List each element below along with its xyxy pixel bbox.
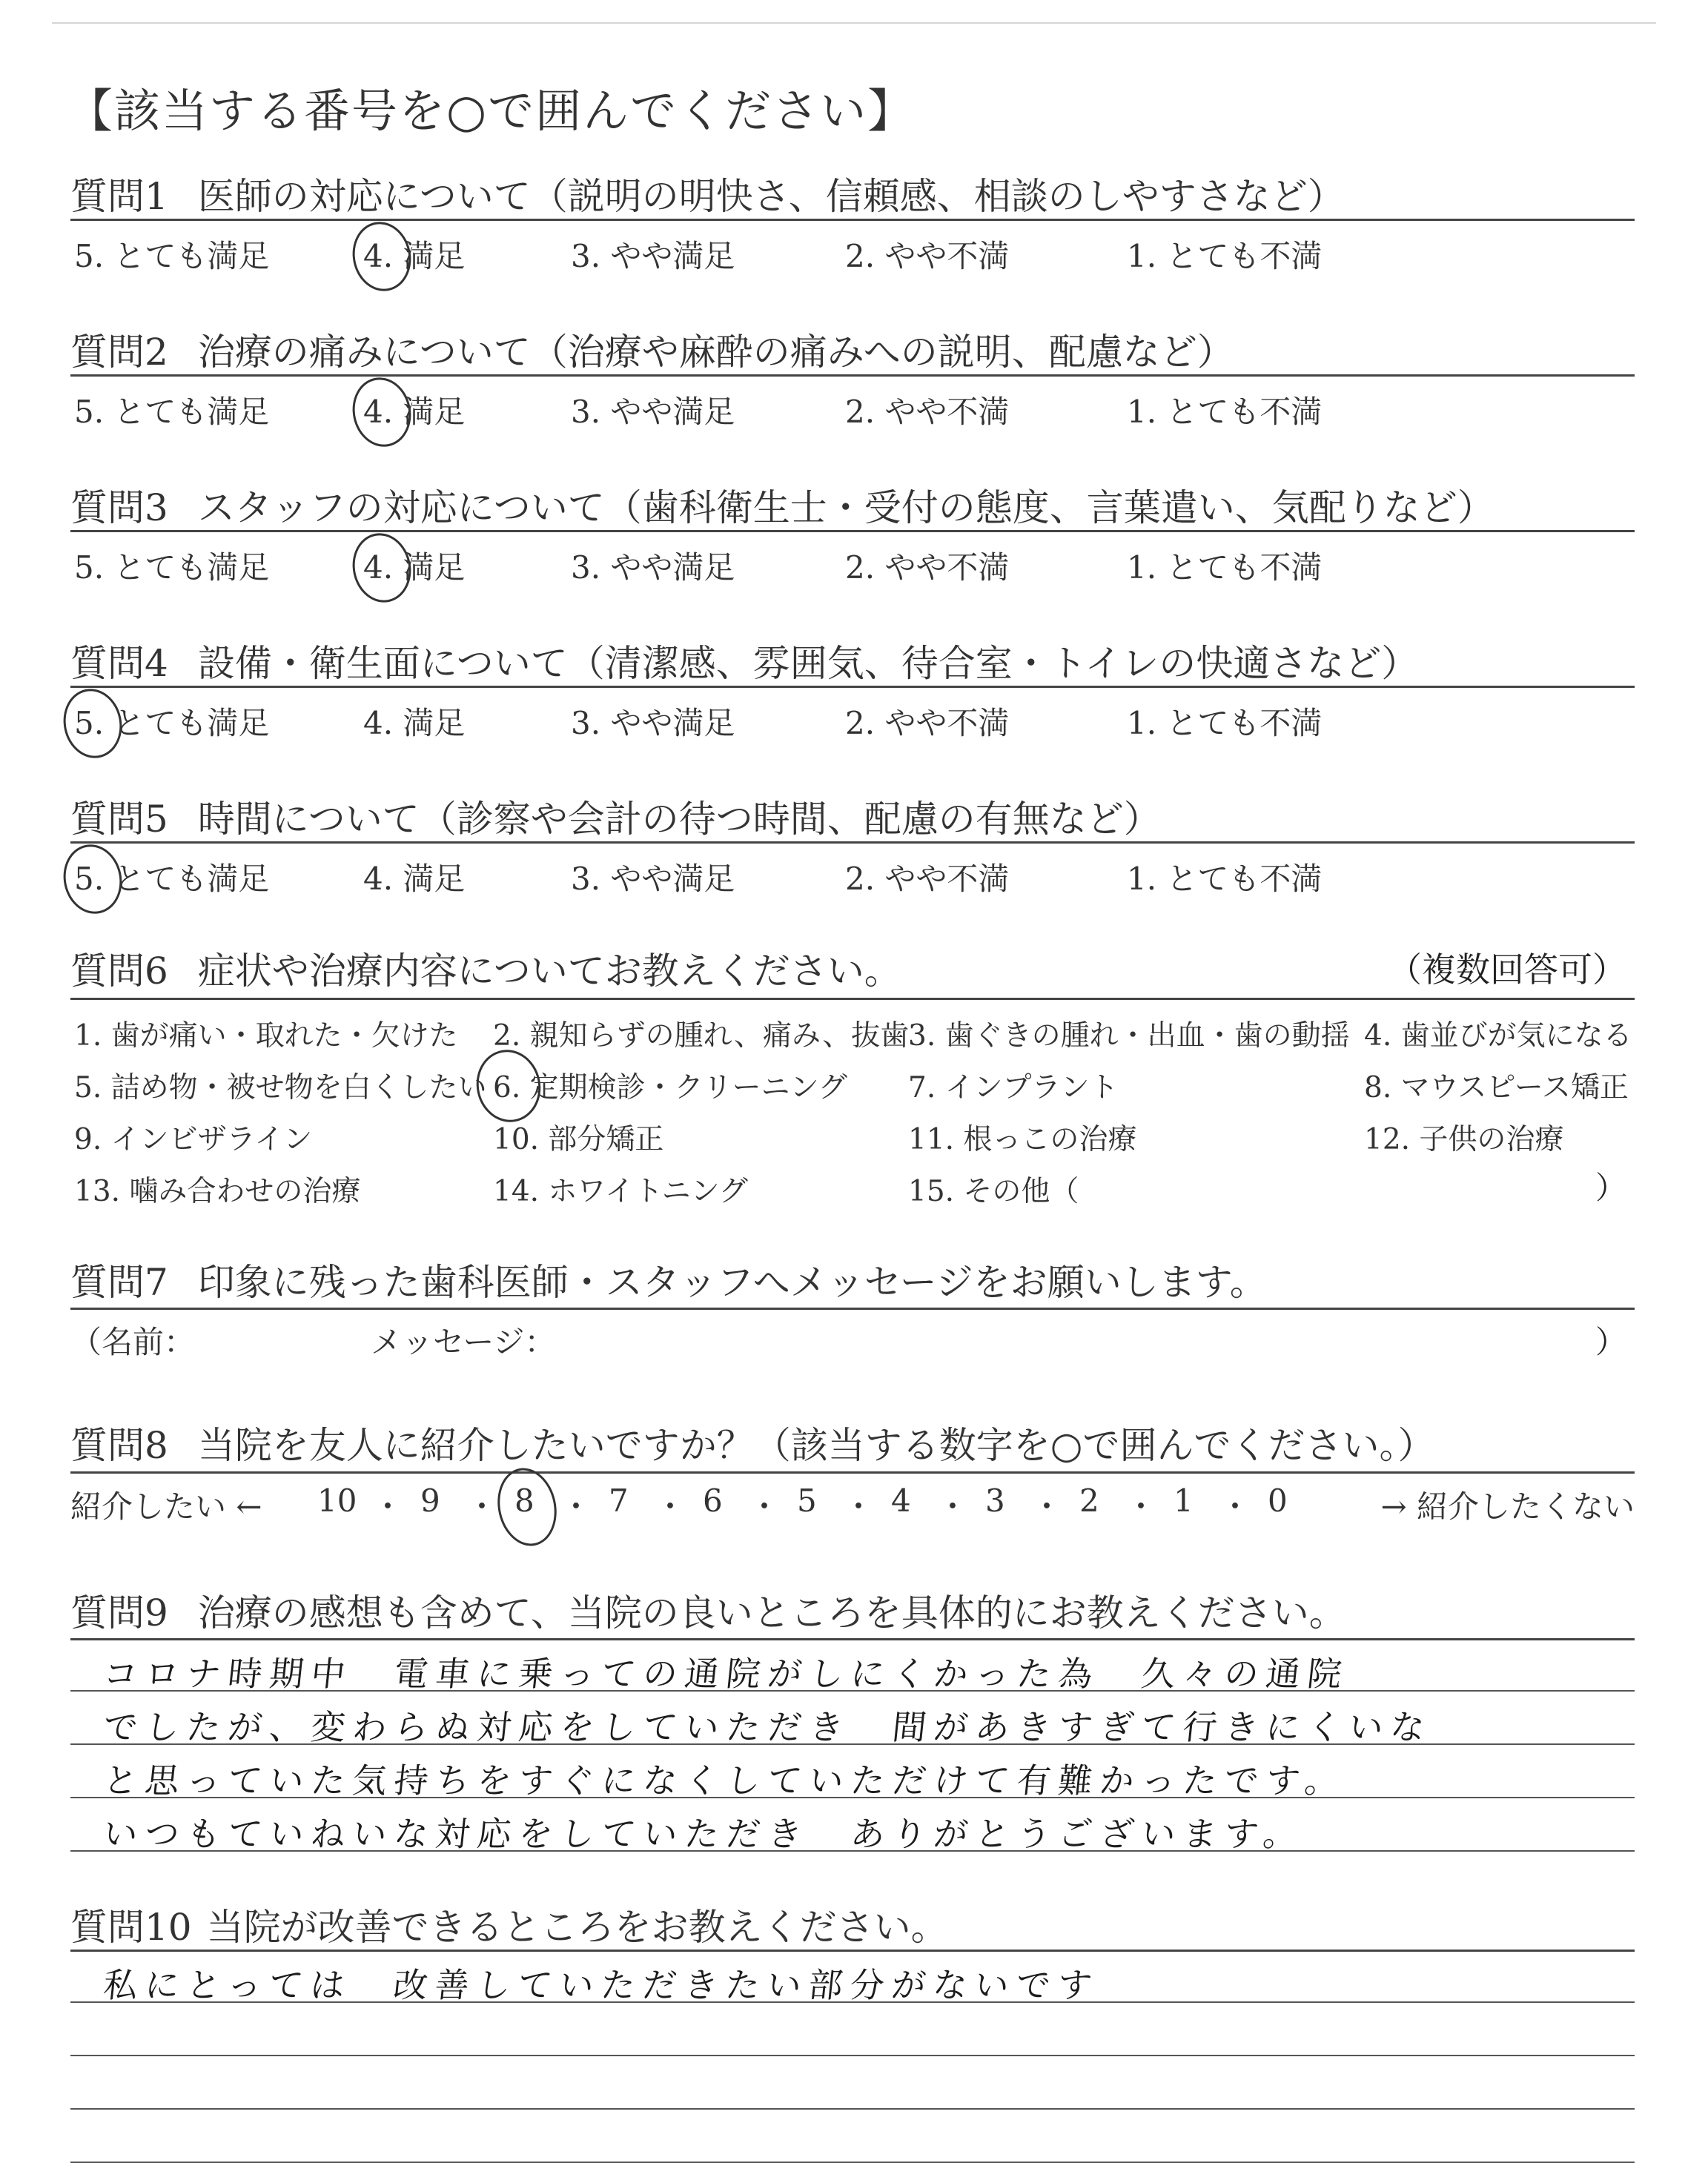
q7-fields <box>70 1318 1631 1362</box>
q5-options <box>74 855 1631 899</box>
q10-text: 当院が改善できるところをお教えください。 <box>206 1906 948 1949</box>
q4-option-1[interactable]: 1. とても不満 <box>1127 705 1323 741</box>
top-divider <box>52 22 1656 24</box>
q10-writing-line <box>70 2108 1635 2110</box>
q3-rule <box>70 530 1635 532</box>
q5-option-5[interactable]: 5. とても満足 <box>74 861 270 897</box>
q6-title <box>70 941 901 995</box>
q6-option-14[interactable]: 14. ホワイトニング <box>493 1175 748 1208</box>
q6-options-grid <box>74 1013 1638 1228</box>
q5-option-3[interactable]: 3. やや満足 <box>571 861 735 897</box>
q2-option-1[interactable]: 1. とても不満 <box>1127 394 1323 430</box>
q8-number: 質問8 <box>70 1424 168 1467</box>
q8-scale-3[interactable]: 3 <box>985 1483 1005 1519</box>
q8-selection-circle <box>491 1463 563 1551</box>
q9-number: 質問9 <box>70 1591 168 1634</box>
q8-scale-dot: ・ <box>749 1488 781 1525</box>
q8-scale-dot: ・ <box>937 1488 969 1525</box>
q4-option-3[interactable]: 3. やや満足 <box>571 705 735 741</box>
q8-scale <box>70 1483 1635 1527</box>
q10-writing-line <box>70 2055 1635 2056</box>
q6-number: 質問6 <box>70 950 168 993</box>
q6-option-7[interactable]: 7. インプラント <box>908 1071 1119 1104</box>
q5-option-1[interactable]: 1. とても不満 <box>1127 861 1323 897</box>
q1-number: 質問1 <box>70 175 168 218</box>
q10-rule <box>70 1950 1635 1952</box>
q10-answer-line: 私にとっては 改善していただきたい部分がないです <box>101 1965 1102 2005</box>
q5-rule <box>70 841 1635 844</box>
page-header: 【該当する番号を○で囲んでください】 <box>67 84 916 138</box>
q6-option-12[interactable]: 12. 子供の治療 <box>1364 1123 1564 1156</box>
q6-selection-circle <box>470 1044 547 1128</box>
q2-selection-circle <box>346 372 417 452</box>
q6-text: 症状や治療内容についてお教えください。 <box>197 950 901 993</box>
q8-rule <box>70 1471 1635 1474</box>
q8-scale-dot: ・ <box>1031 1488 1063 1525</box>
q7-close-paren: ） <box>1595 1324 1626 1360</box>
q8-scale-dot: ・ <box>1219 1488 1251 1525</box>
q1-option-3[interactable]: 3. やや満足 <box>571 238 735 274</box>
q4-option-4[interactable]: 4. 満足 <box>363 705 466 741</box>
q1-option-4[interactable]: 4. 満足 <box>363 238 466 274</box>
q4-option-5[interactable]: 5. とても満足 <box>74 705 270 741</box>
q2-text: 治療の痛みについて（治療や麻酔の痛みへの説明、配慮など） <box>197 331 1234 374</box>
q8-scale-2[interactable]: 2 <box>1079 1483 1099 1519</box>
q4-selection-circle <box>57 683 128 763</box>
q6-option-9[interactable]: 9. インビザライン <box>74 1123 313 1156</box>
q1-title <box>70 167 1345 220</box>
q4-text: 設備・衛生面について（清潔感、雰囲気、待合室・トイレの快適さなど） <box>197 642 1419 685</box>
q8-scale-0[interactable]: 0 <box>1268 1483 1288 1519</box>
q8-scale-dot: ・ <box>655 1488 686 1525</box>
q6-option-15[interactable]: 15. その他（ <box>908 1175 1079 1208</box>
q2-option-3[interactable]: 3. やや満足 <box>571 394 735 430</box>
q8-text: 当院を友人に紹介したいですか？（該当する数字を○で囲んでください。） <box>197 1424 1435 1467</box>
q6-option-13[interactable]: 13. 噛み合わせの治療 <box>74 1175 361 1208</box>
q8-scale-dot: ・ <box>372 1488 404 1525</box>
q6-rule <box>70 998 1635 1000</box>
q4-option-2[interactable]: 2. やや不満 <box>845 705 1010 741</box>
q5-title <box>70 789 1161 843</box>
q8-scale-4[interactable]: 4 <box>891 1483 911 1519</box>
q4-number: 質問4 <box>70 642 168 685</box>
q9-writing-line <box>70 1743 1635 1745</box>
q10-title <box>70 1898 948 1951</box>
q2-rule <box>70 374 1635 377</box>
q5-text: 時間について（診察や会計の待つ時間、配慮の有無など） <box>197 798 1161 841</box>
q8-scale-dot: ・ <box>560 1488 592 1525</box>
q7-rule <box>70 1308 1635 1310</box>
q9-answer-line: でしたが、変わらぬ対応をしていただき 間があきすぎて行きにくいな <box>101 1707 1434 1747</box>
q4-title <box>70 634 1418 687</box>
q9-writing-line <box>70 1690 1635 1692</box>
q6-option-1[interactable]: 1. 歯が痛い・取れた・欠けた <box>74 1019 458 1053</box>
q3-title <box>70 478 1494 531</box>
q6-option-3[interactable]: 3. 歯ぐきの腫れ・出血・歯の動揺 <box>908 1019 1350 1053</box>
q9-title <box>70 1583 1346 1637</box>
q3-option-2[interactable]: 2. やや不満 <box>845 549 1010 586</box>
q6-other-close-paren: ） <box>1595 1170 1626 1206</box>
q2-option-2[interactable]: 2. やや不満 <box>845 394 1010 430</box>
q5-number: 質問5 <box>70 798 168 841</box>
q3-selection-circle <box>346 528 417 608</box>
q2-option-4[interactable]: 4. 満足 <box>363 394 466 430</box>
q9-writing-line <box>70 1797 1635 1798</box>
q8-scale-1[interactable]: 1 <box>1174 1483 1194 1519</box>
q7-name-label: （名前： <box>70 1324 196 1360</box>
q8-scale-6[interactable]: 6 <box>703 1483 723 1519</box>
q1-option-5[interactable]: 5. とても満足 <box>74 238 270 274</box>
q8-scale-5[interactable]: 5 <box>797 1483 817 1519</box>
q6-option-6[interactable]: 6. 定期検診・クリーニング <box>493 1071 847 1104</box>
q8-scale-9[interactable]: 9 <box>420 1483 440 1519</box>
q2-number: 質問2 <box>70 331 168 374</box>
q8-right-label: → 紹介したくない <box>1380 1488 1635 1525</box>
q8-scale-dot: ・ <box>843 1488 875 1525</box>
q7-title <box>70 1253 1267 1306</box>
q3-option-1[interactable]: 1. とても不満 <box>1127 549 1323 586</box>
q1-option-2[interactable]: 2. やや不満 <box>845 238 1010 274</box>
q3-text: スタッフの対応について（歯科衛生士・受付の態度、言葉遣い、気配りなど） <box>197 486 1494 529</box>
q10-number: 質問10 <box>70 1906 192 1949</box>
q8-scale-10[interactable]: 10 <box>317 1483 357 1519</box>
q8-title <box>70 1416 1434 1469</box>
q9-text: 治療の感想も含めて、当院の良いところを具体的にお教えください。 <box>197 1591 1346 1634</box>
q8-scale-dot: ・ <box>466 1488 498 1525</box>
q9-answer-line: いつもていねいな対応をしていただき ありがとうございます。 <box>101 1814 1307 1854</box>
q9-answer-line: コロナ時期中 電車に乗っての通院がしにくかった為 久々の通院 <box>101 1654 1351 1694</box>
q2-option-5[interactable]: 5. とても満足 <box>74 394 270 430</box>
q1-option-1[interactable]: 1. とても不満 <box>1127 238 1323 274</box>
q6-option-8[interactable]: 8. マウスピース矯正 <box>1364 1071 1629 1104</box>
q9-answer-line: と思っていた気持ちをすぐになくしていただけて有難かったです。 <box>101 1760 1348 1801</box>
q8-scale-8[interactable]: 8 <box>514 1483 534 1519</box>
q6-multi-note: （複数回答可） <box>1388 950 1626 990</box>
q3-option-3[interactable]: 3. やや満足 <box>571 549 735 586</box>
q3-options <box>74 543 1631 588</box>
q4-rule <box>70 686 1635 688</box>
q8-scale-7[interactable]: 7 <box>609 1483 629 1519</box>
q7-number: 質問7 <box>70 1261 168 1304</box>
q9-writing-line <box>70 1850 1635 1852</box>
q7-message-label: メッセージ： <box>371 1324 556 1360</box>
q8-left-label: 紹介したい ← <box>70 1488 262 1525</box>
q2-options <box>74 388 1631 432</box>
q1-text: 医師の対応について（説明の明快さ、信頼感、相談のしやすさなど） <box>197 175 1345 218</box>
q6-option-11[interactable]: 11. 根っこの治療 <box>908 1123 1137 1156</box>
q1-options <box>74 232 1631 276</box>
q1-rule <box>70 219 1635 221</box>
q6-option-4[interactable]: 4. 歯並びが気になる <box>1364 1019 1632 1053</box>
q4-options <box>74 699 1631 743</box>
q6-option-5[interactable]: 5. 詰め物・被せ物を白くしたい <box>74 1071 487 1104</box>
q5-option-2[interactable]: 2. やや不満 <box>845 861 1010 897</box>
q1-selection-circle <box>346 216 417 297</box>
q10-writing-line <box>70 2001 1635 2003</box>
q6-option-10[interactable]: 10. 部分矯正 <box>493 1123 664 1156</box>
q7-text: 印象に残った歯科医師・スタッフへメッセージをお願いします。 <box>197 1261 1267 1304</box>
q8-scale-dot: ・ <box>1125 1488 1157 1525</box>
q5-option-4[interactable]: 4. 満足 <box>363 861 466 897</box>
q2-title <box>70 322 1234 376</box>
q5-selection-circle <box>57 839 128 919</box>
q3-option-4[interactable]: 4. 満足 <box>363 549 466 586</box>
q3-option-5[interactable]: 5. とても満足 <box>74 549 270 586</box>
q6-option-2[interactable]: 2. 親知らずの腫れ、痛み、抜歯 <box>493 1019 910 1053</box>
q9-rule <box>70 1638 1635 1640</box>
q3-number: 質問3 <box>70 486 168 529</box>
